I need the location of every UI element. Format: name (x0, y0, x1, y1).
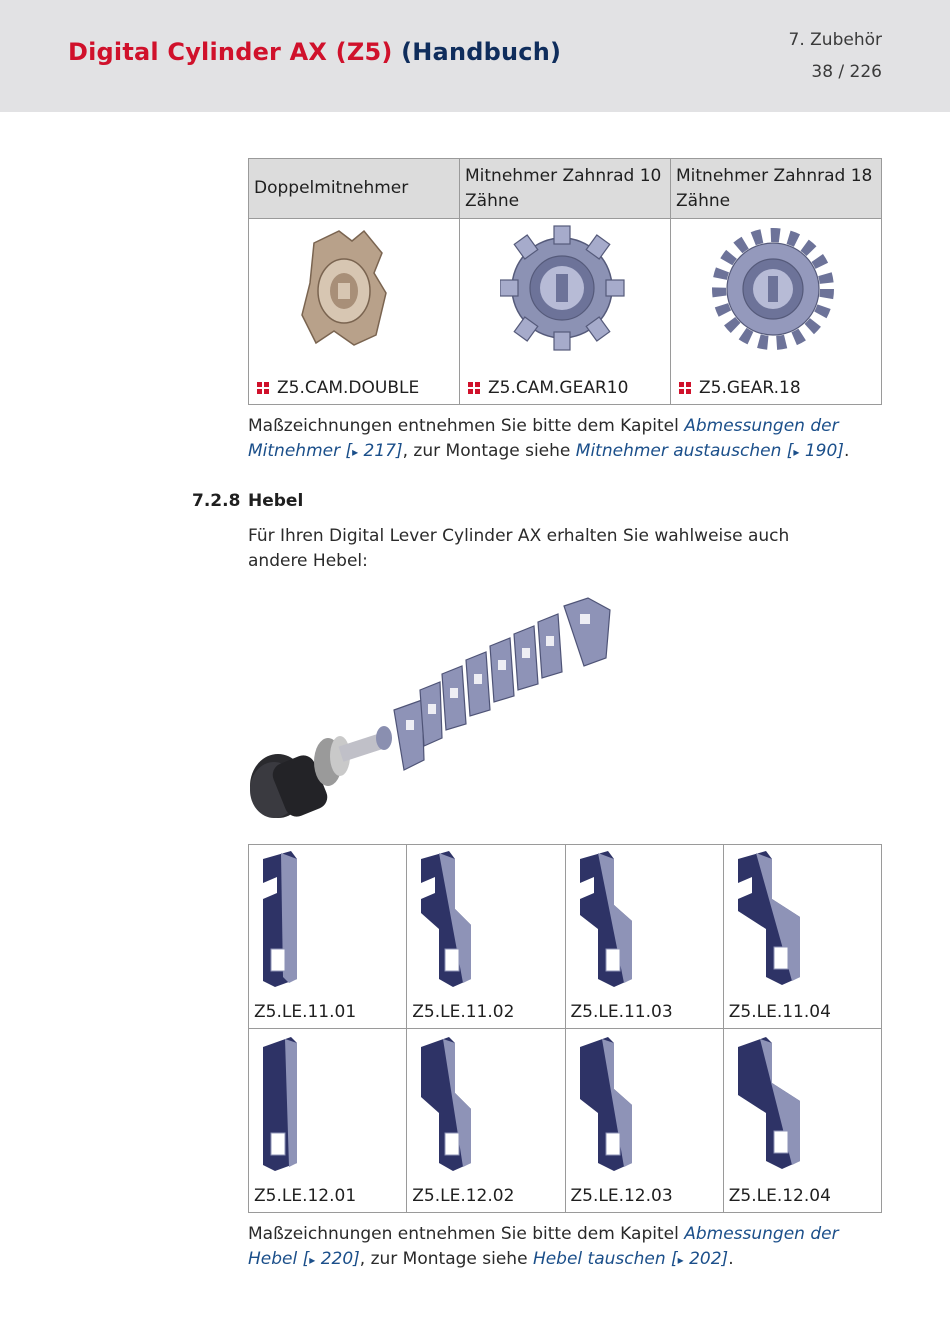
lever-image (726, 1033, 876, 1173)
note-text: , zur Montage siehe (359, 1249, 533, 1269)
link-dimensions-levers[interactable]: Abmessungen der Hebel [▸ 220] (248, 1224, 839, 1269)
lever-cylinder-exploded-image (244, 590, 624, 830)
lever-code: Z5.LE.12.03 (570, 1186, 673, 1206)
cam-cell (671, 219, 882, 405)
lever-code: Z5.LE.11.01 (254, 1002, 357, 1022)
chapter-label: 7. Zubehör (788, 30, 882, 50)
cam-code (679, 378, 801, 398)
link-replace-cams[interactable]: Mitnehmer austauschen [▸ 190] (575, 441, 844, 461)
cam-cell (249, 219, 460, 405)
cam-code (257, 378, 419, 398)
page-header (0, 0, 950, 112)
lever-code: Z5.LE.12.04 (728, 1186, 831, 1206)
note-text: . (843, 441, 850, 461)
lever-cell (407, 1029, 565, 1213)
product-marker-icon (468, 382, 480, 394)
gear10-image (500, 223, 630, 358)
lever-image (568, 849, 718, 989)
page-number: 38 / 226 (811, 62, 882, 82)
section-title: Hebel (248, 491, 304, 511)
section-intro: Für Ihren Digital Lever Cylinder AX erhalten Sie wahlweise auch andere Hebel: (248, 526, 790, 571)
gear18-image (711, 223, 841, 358)
lever-code: Z5.LE.12.02 (412, 1186, 515, 1206)
link-dimensions-cams[interactable]: Abmessungen der Mitnehmer [▸ 217] (248, 416, 839, 461)
lever-image (251, 1033, 401, 1173)
note-text: . (728, 1249, 734, 1269)
document-title-main: Digital Cylinder AX (Z5) (68, 38, 393, 66)
lever-cell (407, 845, 565, 1029)
document-title (68, 38, 561, 66)
lever-code: Z5.LE.11.02 (412, 1002, 515, 1022)
cam-header: Mitnehmer Zahnrad 18 Zähne (671, 159, 882, 219)
lever-cell (249, 845, 407, 1029)
cam-code (468, 378, 628, 398)
product-marker-icon (257, 382, 269, 394)
lever-cell (723, 1029, 881, 1213)
arrow-right-icon: ▸ (309, 1253, 316, 1267)
lever-table (248, 844, 882, 1213)
link-replace-levers[interactable]: Hebel tauschen [▸ 202] (532, 1249, 729, 1269)
lever-image (251, 849, 401, 989)
cam-table (248, 158, 882, 405)
arrow-right-icon: ▸ (677, 1253, 684, 1267)
double-cam-image (294, 223, 414, 353)
lever-image (568, 1033, 718, 1173)
cam-code-label: Z5.GEAR.18 (699, 378, 801, 398)
arrow-right-icon: ▸ (352, 445, 359, 459)
lever-cell (249, 1029, 407, 1213)
lever-code: Z5.LE.11.03 (570, 1002, 673, 1022)
lever-reference-note (248, 1222, 882, 1273)
lever-cell (565, 1029, 723, 1213)
cam-reference-note (248, 414, 882, 465)
arrow-right-icon: ▸ (793, 445, 800, 459)
cam-header: Mitnehmer Zahnrad 10 Zähne (460, 159, 671, 219)
product-marker-icon (679, 382, 691, 394)
cam-code-label: Z5.CAM.DOUBLE (277, 378, 420, 398)
cam-code-label: Z5.CAM.GEAR10 (488, 378, 629, 398)
note-text: Maßzeichnungen entnehmen Sie bitte dem Kapitel (248, 1224, 685, 1244)
lever-cell (723, 845, 881, 1029)
lever-cell (565, 845, 723, 1029)
cam-cell (460, 219, 671, 405)
lever-code: Z5.LE.11.04 (728, 1002, 831, 1022)
lever-code: Z5.LE.12.01 (254, 1186, 357, 1206)
lever-image (409, 849, 559, 989)
cam-header: Doppelmitnehmer (249, 159, 460, 219)
lever-image (726, 849, 876, 989)
lever-image (409, 1033, 559, 1173)
section-number: 7.2.8 (192, 491, 241, 511)
note-text: , zur Montage siehe (402, 441, 576, 461)
document-title-sub: (Handbuch) (401, 38, 562, 66)
note-text: Maßzeichnungen entnehmen Sie bitte dem Kapitel (248, 416, 685, 436)
